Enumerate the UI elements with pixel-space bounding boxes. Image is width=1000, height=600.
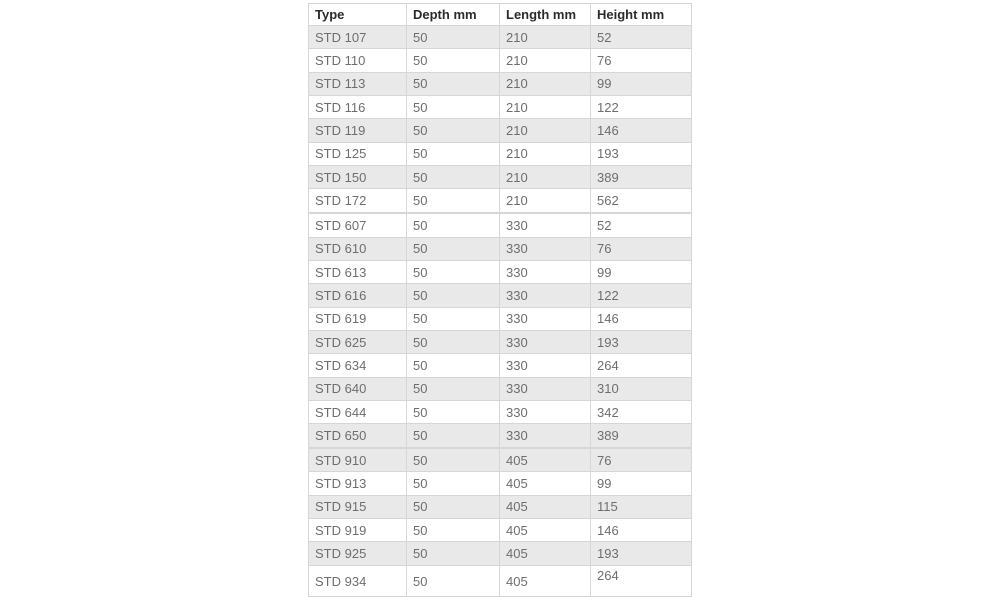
- type-cell: STD 640: [309, 377, 407, 400]
- height-cell: 342: [591, 400, 692, 423]
- depth-cell: 50: [407, 519, 500, 542]
- height-cell: 193: [591, 330, 692, 353]
- type-cell: STD 634: [309, 354, 407, 377]
- type-cell: STD 113: [309, 72, 407, 95]
- table-row: [309, 449, 692, 472]
- table-row: [309, 354, 692, 377]
- table-row: [309, 26, 692, 49]
- table-row: [309, 189, 692, 212]
- height-cell: 122: [591, 284, 692, 307]
- length-cell: 405: [500, 449, 591, 472]
- length-cell: 405: [500, 495, 591, 518]
- type-cell: STD 613: [309, 260, 407, 283]
- depth-cell: 50: [407, 542, 500, 566]
- col-header-height: Height mm: [591, 4, 692, 26]
- type-cell: STD 934: [309, 566, 407, 597]
- col-header-length: Length mm: [500, 4, 591, 26]
- length-cell: 405: [500, 566, 591, 597]
- length-cell: 330: [500, 400, 591, 423]
- depth-cell: 50: [407, 354, 500, 377]
- type-cell: STD 915: [309, 495, 407, 518]
- height-cell: 99: [591, 72, 692, 95]
- table-row: [309, 495, 692, 518]
- depth-cell: 50: [407, 189, 500, 212]
- height-cell: 76: [591, 49, 692, 72]
- type-cell: STD 619: [309, 307, 407, 330]
- height-cell: 264: [591, 354, 692, 377]
- length-cell: 405: [500, 542, 591, 566]
- depth-cell: 50: [407, 96, 500, 119]
- length-cell: 210: [500, 166, 591, 189]
- length-cell: 330: [500, 284, 591, 307]
- table-row: [309, 307, 692, 330]
- height-cell: 99: [591, 472, 692, 495]
- product-spec-table: [308, 3, 692, 597]
- height-cell: 146: [591, 307, 692, 330]
- table-row: [309, 96, 692, 119]
- depth-cell: 50: [407, 495, 500, 518]
- table-row: [309, 519, 692, 542]
- table-body: [309, 26, 692, 597]
- table-row: [309, 72, 692, 95]
- height-cell: 76: [591, 449, 692, 472]
- depth-cell: 50: [407, 424, 500, 447]
- table-row: [309, 237, 692, 260]
- type-cell: STD 919: [309, 519, 407, 542]
- table-row: [309, 119, 692, 142]
- type-cell: STD 607: [309, 214, 407, 237]
- length-cell: 210: [500, 189, 591, 212]
- length-cell: 330: [500, 330, 591, 353]
- length-cell: 210: [500, 26, 591, 49]
- height-cell: 146: [591, 519, 692, 542]
- type-cell: STD 644: [309, 400, 407, 423]
- depth-cell: 50: [407, 330, 500, 353]
- type-cell: STD 925: [309, 542, 407, 566]
- depth-cell: 50: [407, 400, 500, 423]
- length-cell: 405: [500, 519, 591, 542]
- type-cell: STD 913: [309, 472, 407, 495]
- depth-cell: 50: [407, 142, 500, 165]
- table-row: [309, 49, 692, 72]
- length-cell: 330: [500, 354, 591, 377]
- depth-cell: 50: [407, 377, 500, 400]
- depth-cell: 50: [407, 284, 500, 307]
- type-cell: STD 110: [309, 49, 407, 72]
- type-cell: STD 610: [309, 237, 407, 260]
- type-cell: STD 107: [309, 26, 407, 49]
- height-cell: 99: [591, 260, 692, 283]
- type-cell: STD 616: [309, 284, 407, 307]
- length-cell: 405: [500, 472, 591, 495]
- height-cell: 310: [591, 377, 692, 400]
- length-cell: 330: [500, 377, 591, 400]
- depth-cell: 50: [407, 307, 500, 330]
- height-cell: 389: [591, 166, 692, 189]
- depth-cell: 50: [407, 49, 500, 72]
- col-header-type: Type: [309, 4, 407, 26]
- table-row: [309, 214, 692, 237]
- col-header-depth: Depth mm: [407, 4, 500, 26]
- length-cell: 210: [500, 119, 591, 142]
- length-cell: 330: [500, 260, 591, 283]
- depth-cell: 50: [407, 566, 500, 597]
- height-cell: 115: [591, 495, 692, 518]
- type-cell: STD 119: [309, 119, 407, 142]
- depth-cell: 50: [407, 449, 500, 472]
- height-cell: 122: [591, 96, 692, 119]
- height-cell: 264: [591, 566, 692, 597]
- depth-cell: 50: [407, 472, 500, 495]
- depth-cell: 50: [407, 119, 500, 142]
- table-row: [309, 400, 692, 423]
- header-row: [309, 4, 692, 26]
- type-cell: STD 172: [309, 189, 407, 212]
- height-cell: 193: [591, 142, 692, 165]
- height-cell: 146: [591, 119, 692, 142]
- table-row: [309, 142, 692, 165]
- depth-cell: 50: [407, 237, 500, 260]
- height-cell: 52: [591, 214, 692, 237]
- length-cell: 330: [500, 424, 591, 447]
- depth-cell: 50: [407, 26, 500, 49]
- type-cell: STD 125: [309, 142, 407, 165]
- type-cell: STD 650: [309, 424, 407, 447]
- height-cell: 562: [591, 189, 692, 212]
- length-cell: 330: [500, 237, 591, 260]
- height-cell: 389: [591, 424, 692, 447]
- length-cell: 330: [500, 307, 591, 330]
- type-cell: STD 625: [309, 330, 407, 353]
- height-cell: 76: [591, 237, 692, 260]
- table-row: [309, 566, 692, 597]
- length-cell: 210: [500, 96, 591, 119]
- table-row: [309, 284, 692, 307]
- table-row: [309, 542, 692, 566]
- length-cell: 210: [500, 142, 591, 165]
- depth-cell: 50: [407, 166, 500, 189]
- height-cell: 52: [591, 26, 692, 49]
- type-cell: STD 116: [309, 96, 407, 119]
- type-cell: STD 150: [309, 166, 407, 189]
- table-row: [309, 260, 692, 283]
- length-cell: 330: [500, 214, 591, 237]
- depth-cell: 50: [407, 72, 500, 95]
- height-cell: 193: [591, 542, 692, 566]
- depth-cell: 50: [407, 260, 500, 283]
- table-row: [309, 424, 692, 447]
- type-cell: STD 910: [309, 449, 407, 472]
- length-cell: 210: [500, 72, 591, 95]
- table-row: [309, 330, 692, 353]
- table-row: [309, 472, 692, 495]
- depth-cell: 50: [407, 214, 500, 237]
- table-row: [309, 166, 692, 189]
- length-cell: 210: [500, 49, 591, 72]
- page: [0, 3, 1000, 600]
- table-row: [309, 377, 692, 400]
